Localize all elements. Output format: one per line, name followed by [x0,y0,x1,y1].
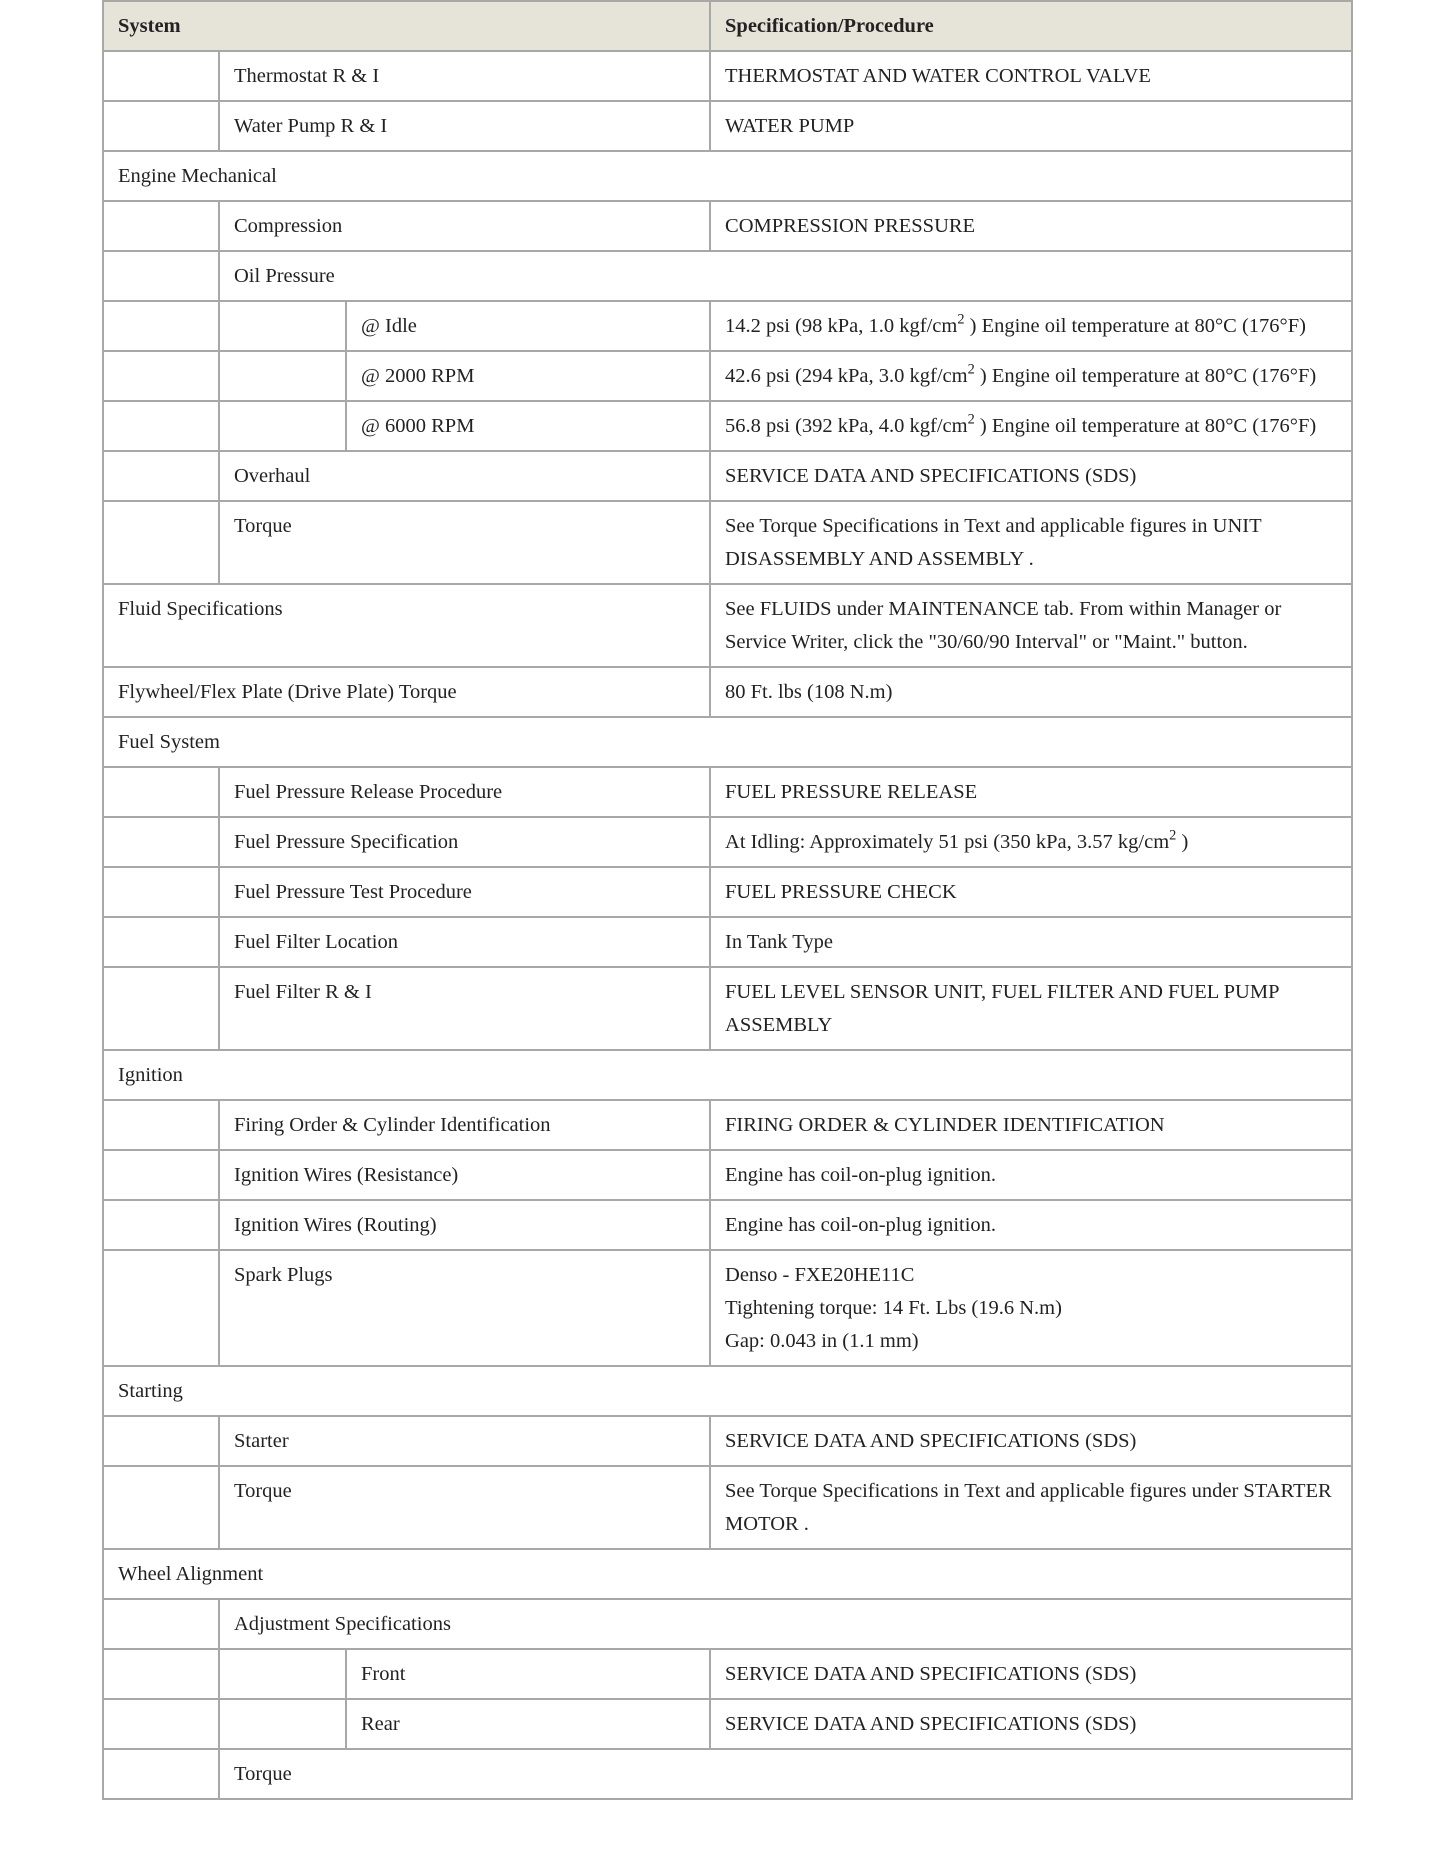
table-row [103,967,1352,1050]
section-row [103,1050,1352,1100]
row-value [710,817,1352,867]
indent-cell [103,867,219,917]
row-value: SERVICE DATA AND SPECIFICATIONS (SDS) [710,1699,1352,1749]
row-label: Torque [219,501,710,584]
indent-cell [103,301,219,351]
row-label: Ignition Wires (Routing) [219,1200,710,1250]
indent-cell [103,1699,219,1749]
section-row [103,1549,1352,1599]
value-text: 56.8 psi (392 kPa, 4.0 kgf/cm [725,415,968,437]
row-label: Fuel Pressure Specification [219,817,710,867]
indent-cell [103,767,219,817]
section-row [103,717,1352,767]
section-row [103,151,1352,201]
value-text: 14.2 psi (98 kPa, 1.0 kgf/cm [725,315,958,337]
row-value: Engine has coil-on-plug ignition. [710,1150,1352,1200]
indent-cell [103,501,219,584]
row-value: SERVICE DATA AND SPECIFICATIONS (SDS) [710,1416,1352,1466]
table-row [103,101,1352,151]
row-label: Compression [219,201,710,251]
indent-cell [103,251,219,301]
value-text: ) [1176,831,1189,853]
indent-cell [103,51,219,101]
superscript: 2 [967,361,975,378]
row-label: Starter [219,1416,710,1466]
row-label: @ 6000 RPM [346,401,710,451]
indent-cell [103,1749,219,1799]
indent-cell [103,917,219,967]
table-row [103,451,1352,501]
indent-cell [103,1250,219,1366]
row-value: FUEL PRESSURE RELEASE [710,767,1352,817]
table-row [103,1100,1352,1150]
table-row [103,817,1352,867]
value-text: 42.6 psi (294 kPa, 3.0 kgf/cm [725,365,968,387]
table-row [103,917,1352,967]
row-label: Fluid Specifications [103,584,710,667]
superscript: 2 [1169,827,1177,844]
spark-plug-torque: Tightening torque: 14 Ft. Lbs (19.6 N.m) [725,1297,1062,1319]
table-row [103,201,1352,251]
row-label: Fuel Filter Location [219,917,710,967]
row-value: WATER PUMP [710,101,1352,151]
row-label: Water Pump R & I [219,101,710,151]
row-label: @ Idle [346,301,710,351]
table-row [103,501,1352,584]
row-value [710,1250,1352,1366]
row-value: 80 Ft. lbs (108 N.m) [710,667,1352,717]
row-value [710,351,1352,401]
indent-cell [103,451,219,501]
section-label: Fuel System [103,717,1352,767]
subsection-label: Torque [219,1749,1352,1799]
table-row [103,1466,1352,1549]
indent-cell [103,1150,219,1200]
row-label: Spark Plugs [219,1250,710,1366]
row-value: FUEL PRESSURE CHECK [710,867,1352,917]
indent-cell [103,401,219,451]
row-label: Thermostat R & I [219,51,710,101]
table-row [103,1250,1352,1366]
indent-cell [103,1416,219,1466]
table-row [103,401,1352,451]
row-label: Flywheel/Flex Plate (Drive Plate) Torque [103,667,710,717]
subsection-row [103,251,1352,301]
indent-cell [103,967,219,1050]
row-label: Front [346,1649,710,1699]
table-row [103,1699,1352,1749]
indent-cell [219,401,346,451]
table-row [103,351,1352,401]
table-header-row [103,1,1352,51]
row-label: Overhaul [219,451,710,501]
section-row [103,1366,1352,1416]
indent-cell [103,817,219,867]
specification-table [102,0,1353,1800]
value-text: ) Engine oil temperature at 80°C (176°F) [964,315,1306,337]
indent-cell [103,1100,219,1150]
section-label: Ignition [103,1050,1352,1100]
table-row [103,1416,1352,1466]
spark-plug-gap: Gap: 0.043 in (1.1 mm) [725,1330,919,1352]
header-system: System [103,1,710,51]
row-label: Torque [219,1466,710,1549]
table-row [103,301,1352,351]
value-text: ) Engine oil temperature at 80°C (176°F) [974,365,1317,387]
row-value: See Torque Specifications in Text and applicable figures in UNIT DISASSEMBLY AND ASSEMBLY . [710,501,1352,584]
row-value: THERMOSTAT AND WATER CONTROL VALVE [710,51,1352,101]
indent-cell [219,1649,346,1699]
subsection-label: Adjustment Specifications [219,1599,1352,1649]
row-label: Ignition Wires (Resistance) [219,1150,710,1200]
row-value: COMPRESSION PRESSURE [710,201,1352,251]
row-label: Fuel Filter R & I [219,967,710,1050]
section-label: Wheel Alignment [103,1549,1352,1599]
table-row [103,867,1352,917]
row-value: See FLUIDS under MAINTENANCE tab. From within Manager or Service Writer, click the "30/60/90 Interval" or "Maint." button. [710,584,1352,667]
row-value: In Tank Type [710,917,1352,967]
row-value: FUEL LEVEL SENSOR UNIT, FUEL FILTER AND FUEL PUMP ASSEMBLY [710,967,1352,1050]
row-value: SERVICE DATA AND SPECIFICATIONS (SDS) [710,1649,1352,1699]
row-value: FIRING ORDER & CYLINDER IDENTIFICATION [710,1100,1352,1150]
indent-cell [103,201,219,251]
indent-cell [103,1466,219,1549]
row-label: Firing Order & Cylinder Identification [219,1100,710,1150]
indent-cell [103,1649,219,1699]
table-row [103,1649,1352,1699]
row-value: Engine has coil-on-plug ignition. [710,1200,1352,1250]
row-value [710,301,1352,351]
indent-cell [103,351,219,401]
indent-cell [103,1599,219,1649]
value-text: ) Engine oil temperature at 80°C (176°F) [974,415,1317,437]
subsection-row [103,1599,1352,1649]
spark-plug-model: Denso - FXE20HE11C [725,1264,915,1286]
indent-cell [103,101,219,151]
table-row [103,767,1352,817]
row-label: Fuel Pressure Release Procedure [219,767,710,817]
row-label: @ 2000 RPM [346,351,710,401]
table-row [103,1150,1352,1200]
subsection-label: Oil Pressure [219,251,1352,301]
superscript: 2 [967,411,975,428]
header-specification: Specification/Procedure [710,1,1352,51]
row-value: See Torque Specifications in Text and applicable figures under STARTER MOTOR . [710,1466,1352,1549]
row-label: Rear [346,1699,710,1749]
indent-cell [219,351,346,401]
value-text: At Idling: Approximately 51 psi (350 kPa, 3.57 kg/cm [725,831,1170,853]
section-label: Starting [103,1366,1352,1416]
table-row [103,584,1352,667]
table-row [103,667,1352,717]
table-row [103,51,1352,101]
subsection-row [103,1749,1352,1799]
indent-cell [103,1200,219,1250]
row-value: SERVICE DATA AND SPECIFICATIONS (SDS) [710,451,1352,501]
row-label: Fuel Pressure Test Procedure [219,867,710,917]
superscript: 2 [957,311,965,328]
indent-cell [219,1699,346,1749]
section-label: Engine Mechanical [103,151,1352,201]
row-value [710,401,1352,451]
indent-cell [219,301,346,351]
table-row [103,1200,1352,1250]
